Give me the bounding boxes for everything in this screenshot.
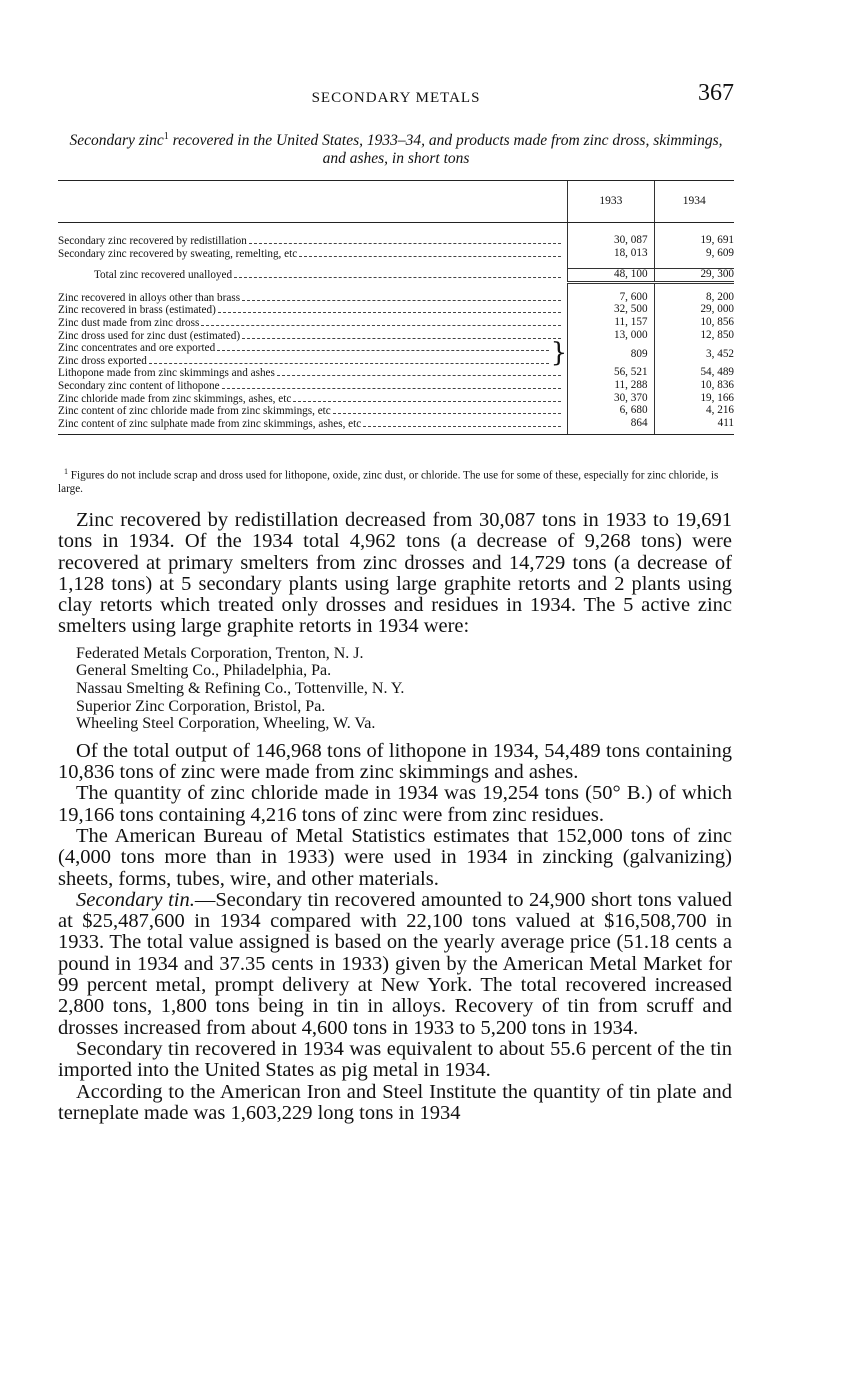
value-1934: 4, 216 bbox=[654, 405, 734, 418]
brace-glyph: } bbox=[550, 338, 568, 369]
paragraph: According to the American Iron and Steel Institute the quantity of tin plate and terneplate made was 1,603,229 long tons in 1934 bbox=[58, 1080, 732, 1124]
running-title: SECONDARY METALS bbox=[311, 90, 481, 106]
value-1933: 7, 600 bbox=[568, 292, 654, 305]
row-label: Lithopone made from zinc skimmings and ashes bbox=[58, 367, 275, 380]
value-1934: 29, 000 bbox=[654, 304, 734, 317]
footnote-text: Figures do not include scrap and dross used for lithopone, oxide, zinc dust, or chloride. The use for some of these, especially for zinc chloride, is large. bbox=[58, 469, 719, 495]
caption-part-2: recovered in the United States, 1933–34, and products made from zinc dross, skimmings, and ashes, in short tons bbox=[172, 132, 723, 168]
total-row bbox=[58, 269, 734, 283]
paragraph: Zinc recovered by redistillation decreased from 30,087 tons in 1933 to 19,691 tons in 1934. Of the 1934 total 4,962 tons (a decrease of 9,268 tons) were recovered at primary smelters from zinc drosses and 14,729 tons (a decrease of 1,128 tons) at 5 secondary plants using large graphite retorts and 2 plants using clay retorts which treated only drosses and residues in 1934. The 5 active zinc smelters using large graphite retorts in 1934 were: bbox=[58, 509, 732, 638]
page-number: 367 bbox=[698, 80, 734, 106]
row-label: Zinc dross exported bbox=[58, 354, 147, 367]
value-1934: 8, 200 bbox=[654, 292, 734, 305]
paragraph bbox=[58, 890, 732, 1039]
total-1934: 29, 300 bbox=[654, 269, 734, 283]
list-item: Federated Metals Corporation, Trenton, N. J. bbox=[76, 644, 364, 662]
table-caption bbox=[58, 128, 734, 168]
body-text bbox=[58, 510, 732, 1124]
paragraph: The quantity of zinc chloride made in 1934 was 19,254 tons (50° B.) of which 19,166 tons containing 4,216 tons of zinc were from zinc residues. bbox=[58, 782, 732, 826]
list-item: Wheeling Steel Corporation, Wheeling, W. Va. bbox=[76, 715, 376, 733]
row-label: Secondary zinc content of lithopone bbox=[58, 379, 220, 392]
value-1933: 32, 500 bbox=[568, 304, 654, 317]
row-label: Secondary zinc recovered by redistillation bbox=[58, 235, 247, 247]
value-1934: 12, 850 bbox=[654, 330, 734, 343]
value-1934: 10, 836 bbox=[654, 380, 734, 393]
value-1934: 9, 609 bbox=[654, 248, 734, 261]
table-footnote bbox=[58, 465, 734, 496]
footnote-mark: 1 bbox=[64, 467, 68, 476]
table-row bbox=[58, 418, 734, 435]
running-head bbox=[58, 80, 734, 110]
paragraph: The American Bureau of Metal Statistics estimates that 152,000 tons of zinc (4,000 tons more than in 1933) were used in 1934 in zincking (galvanizing) sheets, forms, tubes, wire, and other materials. bbox=[58, 824, 732, 890]
column-header-1934: 1934 bbox=[654, 181, 734, 223]
value-1933: 6, 680 bbox=[568, 405, 654, 418]
row-label: Zinc recovered in brass (estimated) bbox=[58, 304, 216, 317]
column-header-1933: 1933 bbox=[568, 181, 654, 223]
table-header-row bbox=[58, 181, 734, 223]
value-1933: 56, 521 bbox=[568, 367, 654, 380]
paragraph: Of the total output of 146,968 tons of lithopone in 1934, 54,489 tons containing 10,836 tons of zinc were made from zinc skimmings and ashes. bbox=[58, 739, 732, 784]
value-1933: 809 bbox=[568, 342, 654, 367]
table-row bbox=[58, 235, 734, 248]
value-1933: 11, 157 bbox=[568, 317, 654, 330]
value-1934: 19, 166 bbox=[654, 393, 734, 406]
row-label: Zinc recovered in alloys other than brass bbox=[58, 291, 241, 304]
paragraph-text: —Secondary tin recovered amounted to 24,900 short tons valued at $25,487,600 in 1934 compared with 22,100 tons valued at $16,508,700 in 1933. The total value assigned is based on the yearly average price (51.18 cents a pound in 1934 and 37.35 cents in 1933) given by the American Metal Market for 99 percent metal, prompt delivery at New York. The total recovered increased 2,800 tons, 1,800 tons being in tin in alloys. Recovery of tin from scruff and drosses increased from about 4,600 tons in 1933 to 5,200 tons in 1934. bbox=[58, 888, 732, 1039]
list-item: General Smelting Co., Philadelphia, Pa. bbox=[76, 662, 332, 680]
value-1933: 11, 288 bbox=[568, 380, 654, 393]
row-label: Zinc chloride made from zinc skimmings, ashes, etc bbox=[58, 392, 292, 405]
value-1934: 54, 489 bbox=[654, 367, 734, 380]
value-1933: 864 bbox=[568, 418, 654, 435]
row-label: Zinc concentrates and ore exported bbox=[58, 342, 216, 355]
row-label: Secondary zinc recovered by sweating, remelting, etc bbox=[58, 247, 298, 260]
value-1933: 30, 087 bbox=[568, 235, 654, 248]
value-1933: 18, 013 bbox=[568, 248, 654, 261]
paragraph: Secondary tin recovered in 1934 was equivalent to about 55.6 percent of the tin imported into the United States as pig metal in 1934. bbox=[58, 1037, 732, 1082]
header-blank bbox=[58, 181, 568, 223]
caption-footnote-mark: 1 bbox=[163, 131, 169, 142]
value-1934: 411 bbox=[654, 418, 734, 435]
table-row bbox=[58, 380, 734, 393]
list-item: Superior Zinc Corporation, Bristol, Pa. bbox=[76, 697, 326, 715]
row-label: Zinc content of zinc sulphate made from zinc skimmings, ashes, etc bbox=[58, 417, 362, 430]
row-label: Zinc content of zinc chloride made from zinc skimmings, etc bbox=[58, 405, 331, 418]
value-1934: 19, 691 bbox=[654, 235, 734, 248]
total-label: Total zinc recovered unalloyed bbox=[94, 268, 233, 281]
caption-part-1: Secondary zinc bbox=[69, 132, 164, 150]
value-1934: 3, 452 bbox=[654, 342, 734, 367]
row-label: Zinc dust made from zinc dross bbox=[58, 316, 200, 329]
value-1933: 13, 000 bbox=[568, 330, 654, 343]
table-row bbox=[58, 248, 734, 261]
section-heading: Secondary tin. bbox=[76, 888, 195, 911]
list-item: Nassau Smelting & Refining Co., Tottenville, N. Y. bbox=[76, 679, 405, 697]
value-1933: 30, 370 bbox=[568, 393, 654, 406]
total-1933: 48, 100 bbox=[568, 269, 654, 283]
table-row bbox=[58, 330, 734, 343]
row-label: Zinc dross used for zinc dust (estimated) bbox=[58, 329, 241, 342]
value-1934: 10, 856 bbox=[654, 317, 734, 330]
smelter-list bbox=[76, 645, 732, 733]
zinc-table bbox=[58, 180, 734, 435]
table-row bbox=[58, 317, 734, 330]
table-row bbox=[58, 405, 734, 418]
